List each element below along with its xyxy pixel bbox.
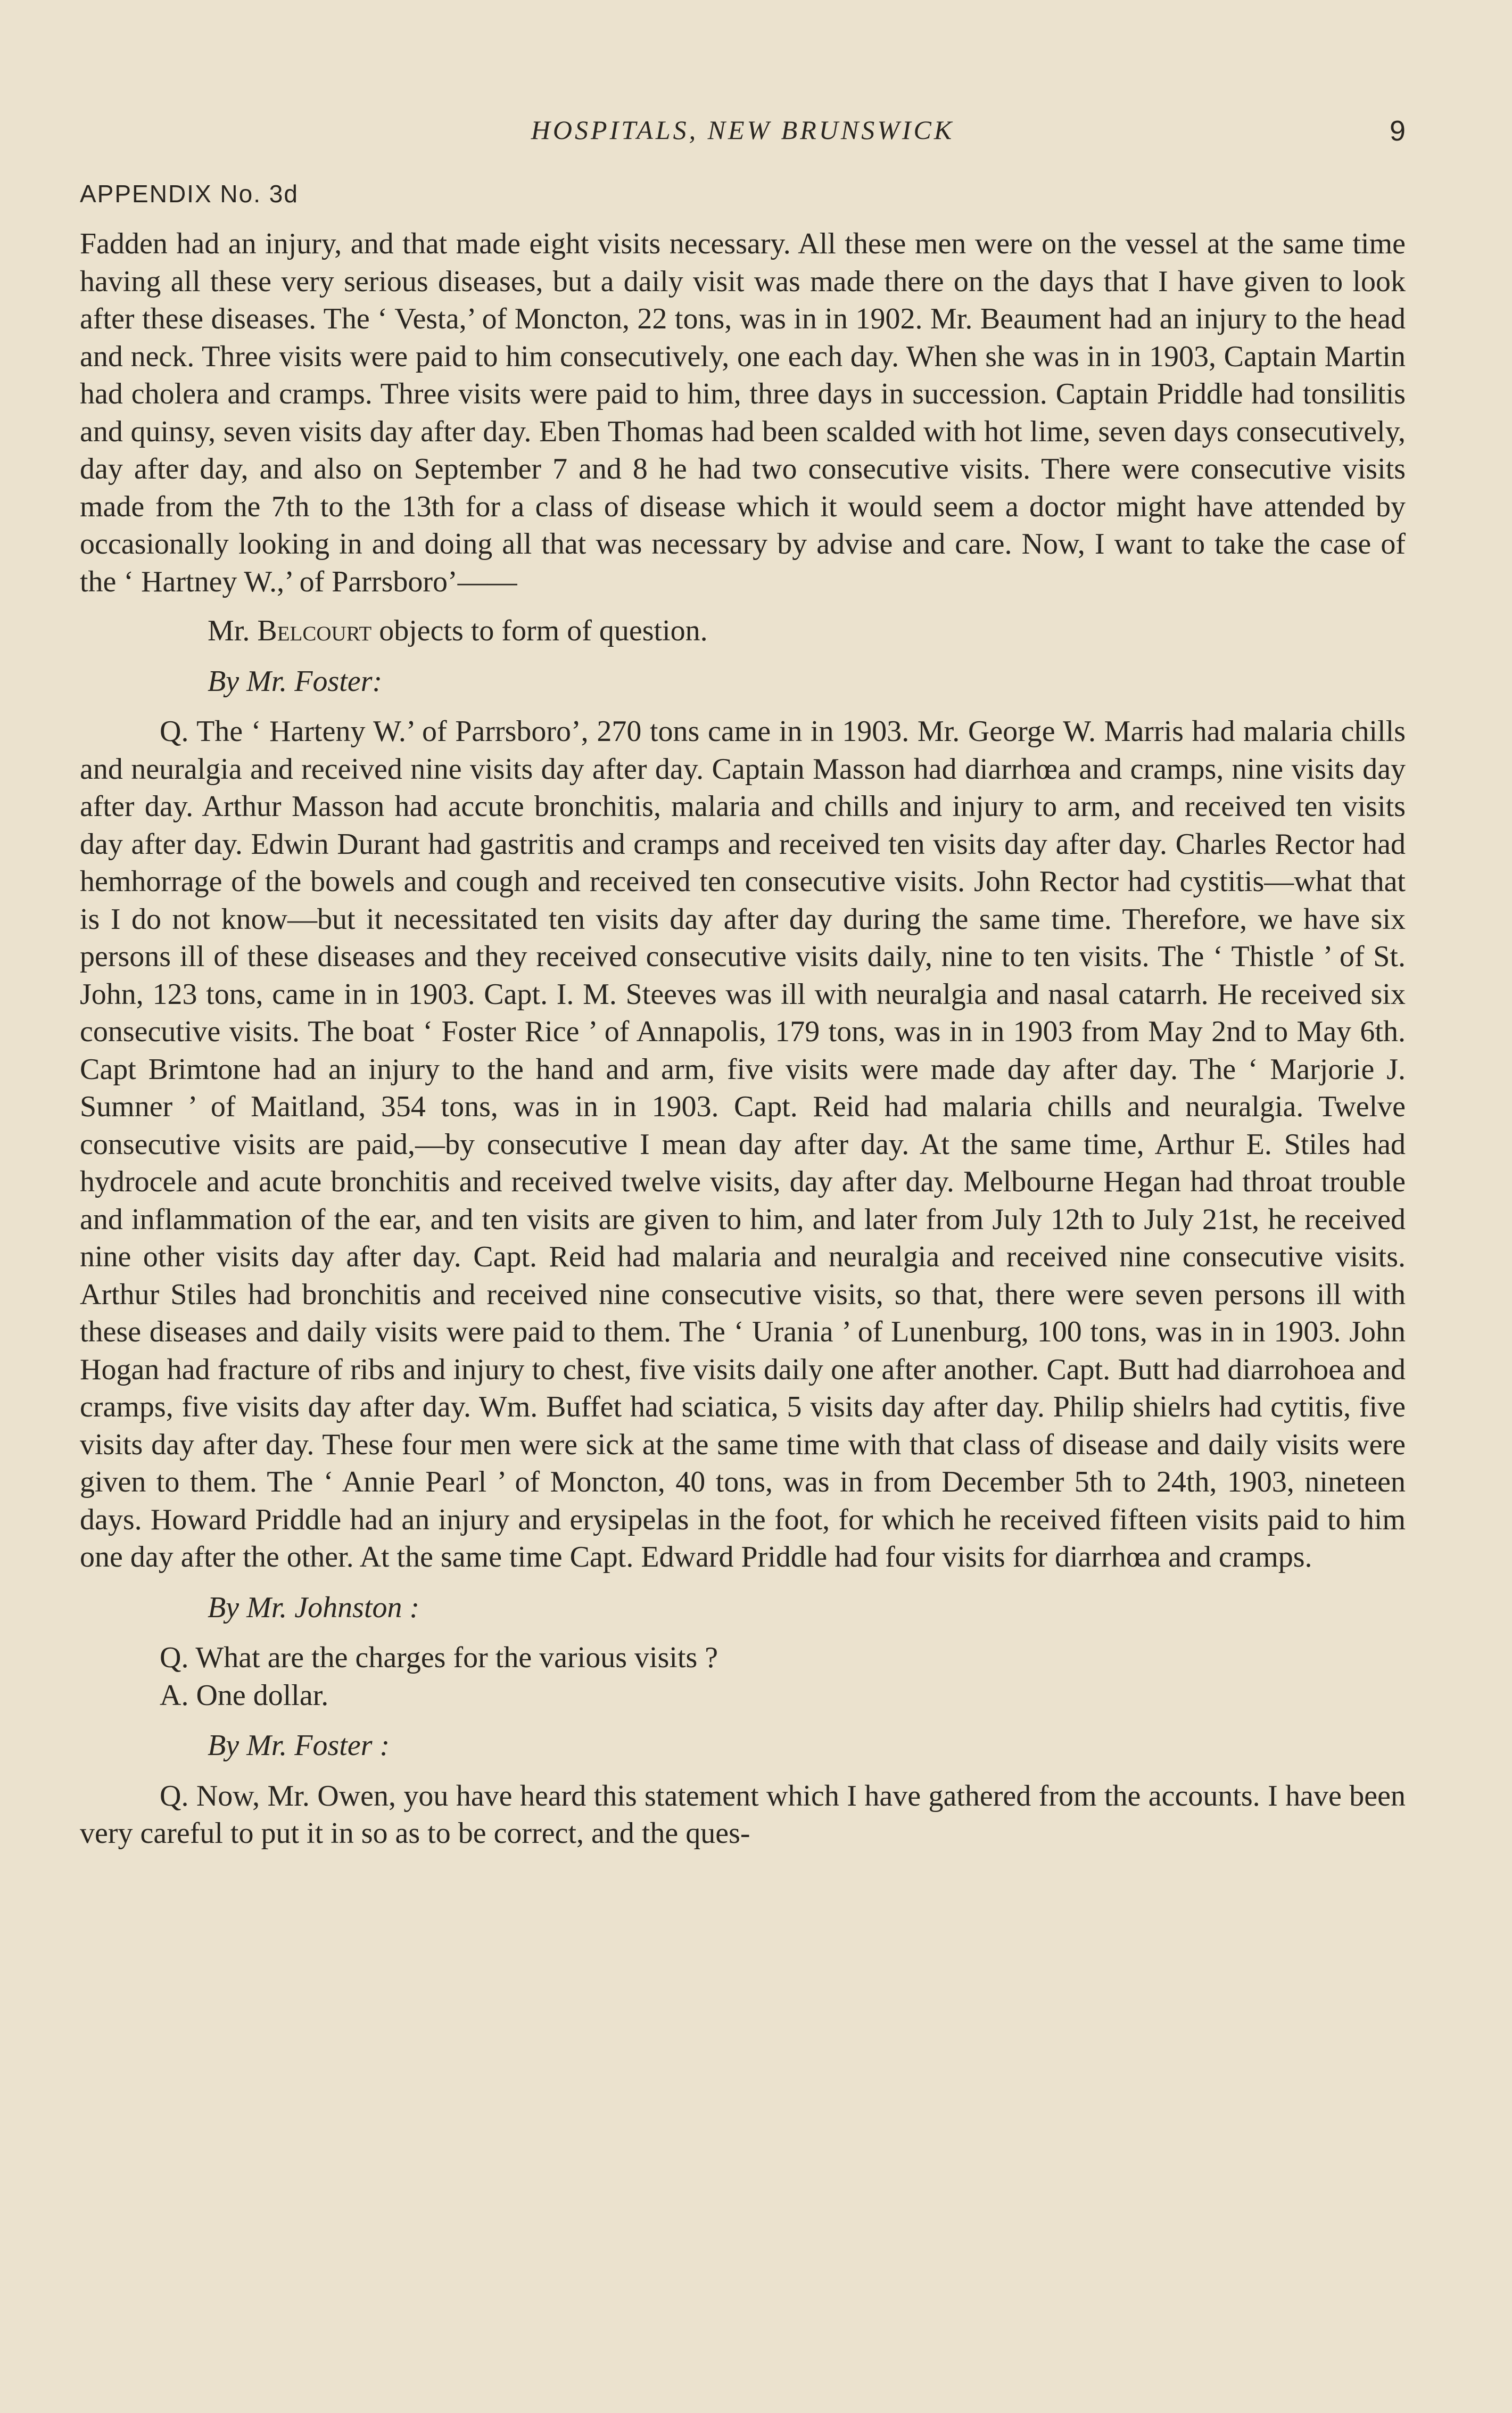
paragraph-continuation: Fadden had an injury, and that made eight visits necessary. All these men were on the vessel at the same time having all these very serious diseases, but a daily visit was made there on the days that I have given to look after these diseases. The ‘ Vesta,’ of Moncton, 22 tons, was in in 1902. Mr. Beaument had an injury to the head and neck. Three visits were paid to him consecutively, one each day. When she was in in 1903, Captain Martin had cholera and cramps. Three visits were paid to him, three days in succession. Captain Priddle had tonsilitis and quinsy, seven visits day after day. Eben Thomas had been scalded with hot lime, seven days consecutively, day after day, and also on September 7 and 8 he had two consecutive visits. There were consecutive visits made from the 7th to the 13th for a class of disease which it would seem a doctor might have attended by occasionally looking in and doing all that was necessary by advise and care. Now, I want to take the case of the ‘ Hartney W.,’ of Parrsboro’——	[80, 227, 1406, 598]
question-charges: Q. What are the charges for the various visits ?	[160, 1641, 718, 1674]
running-title: HOSPITALS, NEW BRUNSWICK	[531, 115, 955, 145]
question-paragraph: Q. The ‘ Harteny W.’ of Parrsboro’, 270 tons came in in 1903. Mr. George W. Marris had malaria chills and neuralgia and received nine visits day after day. Captain Masson had diarrhœa and cramps, nine visits day after day. Arthur Masson had accute bronchitis, malaria and chills and injury to arm, and received ten visits day after day. Edwin Durant had gastritis and cramps and received ten visits day after day. Charles Rector had hemhorrage of the bowels and cough and received ten consecutive visits. John Rector had cystitis—what that is I do not know—but it necessitated ten visits day after day during the same time. Therefore, we have six persons ill of these diseases and they received consecutive visits daily, nine to ten visits. The ‘ Thistle ’ of St. John, 123 tons, came in in 1903. Capt. I. M. Steeves was ill with neuralgia and nasal catarrh. He received six consecutive visits. The boat ‘ Foster Rice ’ of Annapolis, 179 tons, was in in 1903 from May 2nd to May 6th. Capt Brimtone had an injury to the hand and arm, five visits were made day after day. The ‘ Marjorie J. Sumner ’ of Maitland, 354 tons, was in in 1903. Capt. Reid had malaria chills and neuralgia. Twelve consecutive visits are paid,—by consecutive I mean day after day. At the same time, Arthur E. Stiles had hydrocele and acute bronchitis and received twelve visits, day after day. Melbourne Hegan had throat trouble and inflammation of the ear, and ten visits are given to him, and later from July 12th to July 21st, he received nine other visits day after day. Capt. Reid had malaria and neuralgia and received nine consecutive visits. Arthur Stiles had bronchitis and received nine consecutive visits, so that, there were seven persons ill with these diseases and daily visits were paid to them. The ‘ Urania ’ of Lunenburg, 100 tons, was in in 1903. John Hogan had fracture of ribs and injury to chest, five visits daily one after another. Capt. Butt had diarrohoea and cramps, five visits day after day. Wm. Buffet had sciatica, 5 visits day after day. Philip shielrs had cytitis, five visits day after day. These four men were sick at the same time with that class of disease and daily visits were given to them. The ‘ Annie Pearl ’ of Moncton, 40 tons, was in from December 5th to 24th, 1903, nineteen days. Howard Priddle had an injury and erysipelas in the foot, for which he received fifteen visits paid to him one day after the other. At the same time Capt. Edward Priddle had four visits for diarrhœa and cramps.	[80, 715, 1406, 1574]
objection-name: Belcourt	[257, 614, 372, 647]
speaker-heading-foster-2: By Mr. Foster :	[208, 1729, 390, 1762]
objection-note	[80, 612, 1406, 650]
objection-rest: objects to form of question.	[371, 614, 708, 647]
objection-prefix: Mr.	[208, 614, 258, 647]
speaker-heading-johnston: By Mr. Johnston :	[208, 1591, 420, 1624]
question-owen: Q. Now, Mr. Owen, you have heard this statement which I have gathered from the accounts. I have been very careful to put it in so as to be correct, and the ques-	[80, 1779, 1406, 1850]
page-number: 9	[1389, 115, 1406, 147]
body-text	[80, 225, 1406, 1852]
page-header	[80, 114, 1406, 157]
speaker-heading-foster: By Mr. Foster:	[208, 664, 383, 698]
answer-charges: A. One dollar.	[160, 1678, 329, 1712]
appendix-label: APPENDIX No. 3d	[80, 180, 299, 208]
